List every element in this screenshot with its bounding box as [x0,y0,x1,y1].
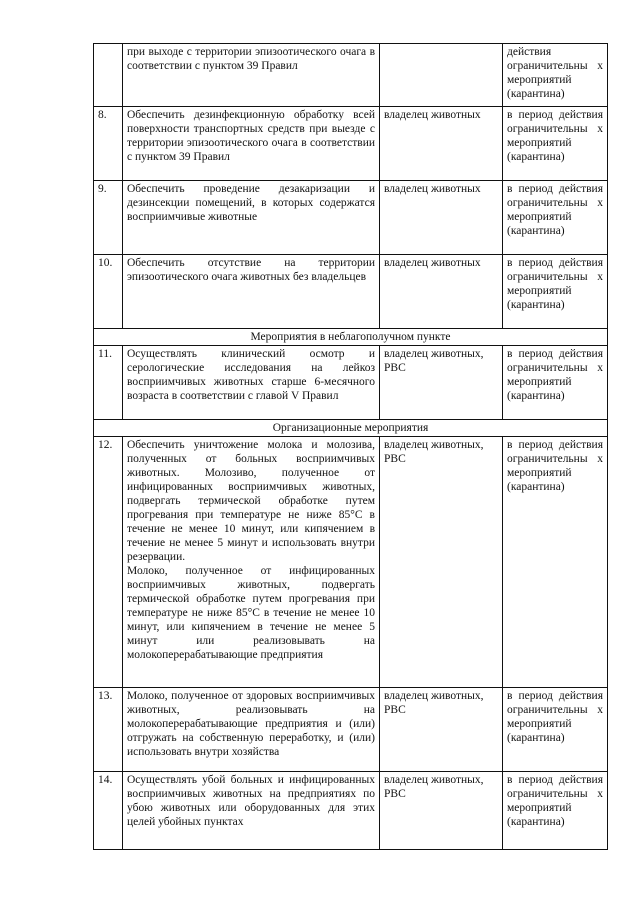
row-number: 9. [94,181,123,255]
measure-description [123,437,380,688]
measure-row [94,181,608,255]
row-number: 10. [94,255,123,329]
responsible-party: владелец животных [380,181,503,255]
measure-paragraph: Молоко, полученное от здоровых восприимчивых животных, реализовывать на молокоперерабатывающие предприятия и (или) отгружать на собственную переработку, и (или) использовать внутри хозяйства [127,690,375,758]
row-number: 8. [94,107,123,181]
measure-description [123,772,380,850]
execution-term: в период действия ограничительны х мероприятий (карантина) [503,772,608,850]
section-title: Мероприятия в неблагополучном пункте [94,329,608,346]
responsible-party: владелец животных, РВС [380,346,503,420]
section-header-row [94,420,608,437]
measure-row [94,688,608,772]
measure-paragraph: Осуществлять клинический осмотр и серологические исследования на лейкоз восприимчивых животных старше 6-месячного возраста в соответствии с главой V Правил [127,348,375,402]
responsible-party: владелец животных, РВС [380,437,503,688]
measure-row [94,44,608,107]
measure-row [94,346,608,420]
measure-row [94,772,608,850]
measure-paragraph: при выходе с территории эпизоотического очага в соответствии с пунктом 39 Правил [127,46,375,72]
row-number [94,44,123,107]
row-number: 12. [94,437,123,688]
execution-term: в период действия ограничительны х мероприятий (карантина) [503,181,608,255]
measure-row [94,107,608,181]
measure-paragraph: Обеспечить уничтожение молока и молозива, полученных от больных восприимчивых животных. Молозиво, полученное от инфицированных восприимчивых животных, подвергать термической обработке путем прогревания при температуре не ниже 85°С в течение не менее 10 минут, или кипячением в течение не менее 5 минут и использовать внутри резервации. [127,439,375,563]
measure-paragraph: Осуществлять убой больных и инфицированных восприимчивых животных на предприятиях по убою животных или оборудованных для этих целей убойных пунктах [127,774,375,828]
measure-row [94,437,608,688]
execution-term: в период действия ограничительны х мероприятий (карантина) [503,437,608,688]
execution-term: в период действия ограничительны х мероприятий (карантина) [503,688,608,772]
measure-description [123,44,380,107]
row-number: 14. [94,772,123,850]
execution-term: действия ограничительны х мероприятий (карантина) [503,44,608,107]
row-number: 13. [94,688,123,772]
measure-description [123,181,380,255]
section-title: Организационные мероприятия [94,420,608,437]
measure-paragraph: Обеспечить проведение дезакаризации и дезинсекции помещений, в которых содержатся восприимчивые животные [127,183,375,223]
measure-description [123,255,380,329]
measure-description [123,346,380,420]
execution-term: в период действия ограничительны х мероприятий (карантина) [503,255,608,329]
execution-term: в период действия ограничительны х мероприятий (карантина) [503,346,608,420]
responsible-party: владелец животных, РВС [380,772,503,850]
section-header-row [94,329,608,346]
measure-description [123,107,380,181]
row-number: 11. [94,346,123,420]
measure-paragraph: Молоко, полученное от инфицированных восприимчивых животных, подвергать термической обработке путем прогревания при температуре не ниже 85°С в течение не менее 10 минут, или кипячением в течение не менее 5 минут или реализовывать на молокоперерабатывающие предприятия [127,565,375,661]
responsible-party [380,44,503,107]
measure-description [123,688,380,772]
execution-term: в период действия ограничительны х мероприятий (карантина) [503,107,608,181]
measures-table-body [94,44,608,850]
responsible-party: владелец животных [380,255,503,329]
measure-row [94,255,608,329]
responsible-party: владелец животных [380,107,503,181]
responsible-party: владелец животных, РВС [380,688,503,772]
measures-table [93,43,608,850]
measure-paragraph: Обеспечить дезинфекционную обработку всей поверхности транспортных средств при выезде с территории эпизоотического очага в соответствии с пунктом 39 Правил [127,109,375,163]
measure-paragraph: Обеспечить отсутствие на территории эпизоотического очага животных без владельцев [127,257,375,283]
